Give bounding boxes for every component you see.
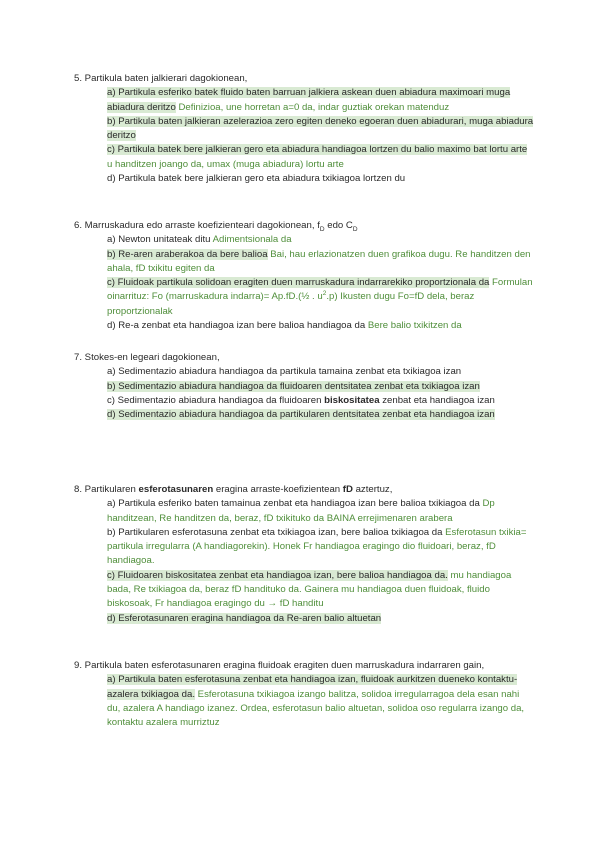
formula-superscript: 2 [322, 290, 327, 298]
option-d [107, 172, 534, 186]
answer-options [107, 365, 534, 422]
option-a [107, 233, 534, 247]
title-text: aztertuz, [355, 484, 393, 495]
option-text: b) Sedimentazio abiadura handiagoa da fluidoaren dentsitatea zenbat eta txikiagoa izan [107, 380, 480, 392]
explanation-text: Definizioa, une horretan a=0 da, indar guztiak orekan matenduz [178, 101, 450, 113]
option-text: a) Partikula baten esferotasuna zenbat eta handiagoa izan, fluidoak aurkitzen dueneko kontaktu-azalera txikiagoa da. [107, 674, 518, 700]
option-d [107, 408, 534, 422]
question-5 [74, 72, 534, 186]
bold-term: esferotasunaren [138, 484, 214, 495]
explanation-text: Bere balio txikitzen da [367, 320, 462, 332]
title-text: edo C [327, 220, 353, 231]
option-b [107, 380, 534, 394]
title-text: 6. Marruskadura edo arraste koefizienteari dagokionean, [74, 220, 315, 231]
option-text: c) Partikula batek bere jalkieran gero eta abiadura handiagoa lortzen du balio maximo bat lortu arte [107, 144, 528, 156]
option-text: b) Partikula baten jalkieran azelerazioa zero egiten deneko egoeran duen abiadurari, muga abiadura deritzo [107, 115, 534, 142]
question-title: 7. Stokes-en legeari dagokionean, [74, 352, 220, 363]
option-b [107, 526, 534, 569]
bold-term: fD [342, 484, 353, 495]
option-c [107, 569, 534, 612]
option-b [107, 115, 534, 144]
answer-options [107, 673, 534, 730]
option-text: d) Esferotasunaren eragina handiagoa da Re-aren balio altuetan [107, 612, 382, 624]
option-a [107, 673, 534, 730]
explanation-text: Esferotasuna txikiagoa izango balitza, solidoa irregularragoa dela esan nahi du, azalera A handiago izanez. Ordea, esferotasun balio altuetan, solidoa oso regularra izango da, kontaktu azalera murriztuz [107, 688, 525, 729]
title-text: 8. Partikularen [74, 484, 136, 495]
explanation-text: u handitzen joango da, umax (muga abiadura) lortu arte [107, 158, 344, 170]
title-text: eragina arraste-koefizientean [215, 484, 341, 495]
option-text: a) Sedimentazio abiadura handiagoa da partikula tamaina zenbat eta txikiagoa izan [107, 366, 462, 378]
option-text: c) Fluidoaren biskositatea zenbat eta handiagoa izan, bere balioa handiagoa da. [107, 569, 448, 581]
option-text: b) Partikularen esferotasuna zenbat eta txikiagoa izan, bere balioa txikiagoa da [107, 526, 443, 538]
question-title [74, 219, 534, 233]
question-7 [74, 351, 534, 422]
option-a [107, 497, 534, 526]
c-subscript: D [352, 225, 358, 233]
option-text: zenbat eta handiagoa izan [382, 394, 495, 406]
question-6 [74, 219, 534, 333]
option-c [107, 143, 534, 172]
answer-options [107, 86, 534, 186]
explanation-text: Bai, hau erlazionatzen duen grafikoa dugu. Re handitzen den ahala, fD txikitu egiten da [107, 248, 531, 274]
option-d [107, 612, 534, 626]
formula-part: .p) Ikusten dugu Fo=fD dela, beraz proportzionalak [107, 291, 475, 317]
answer-options [107, 233, 534, 333]
bold-term: biskositatea [324, 394, 380, 406]
option-text: a) Partikula esferiko batek fluido baten barruan jalkiera askean duen abiadura maximoari muga abiadura deritzo [107, 87, 511, 113]
f-symbol: f [317, 220, 320, 231]
question-title: 5. Partikula baten jalkierari dagokionean, [74, 73, 248, 84]
option-text: b) Re-aren araberakoa da bere balioa [107, 248, 268, 260]
explanation-text: mu handiagoa bada, Re txikiagoa da, beraz fD handituko da. Gainera mu handiagoa duen fluidoak, fluido biskosoak, Fr handiagoa eragingo du → fD handitu [107, 569, 512, 610]
option-text: a) Partikula esferiko baten tamainua zenbat eta handiagoa izan bere balioa txikiagoa da [107, 498, 480, 510]
option-a [107, 365, 534, 379]
formula-part: Formulan oinarrituz: Fo (marruskadura indarra)= Ap.fD.(½ . u [107, 277, 533, 303]
answer-options [107, 497, 534, 626]
option-text: a) Newton unitateak ditu [107, 234, 211, 246]
option-text: c) Sedimentazio abiadura handiagoa da fluidoaren [107, 394, 322, 406]
question-8 [74, 483, 534, 626]
question-9 [74, 659, 534, 730]
option-a [107, 86, 534, 115]
explanation-text: Adimentsionala da [212, 234, 292, 246]
option-text: d) Re-a zenbat eta handiagoa izan bere balioa handiagoa da [107, 320, 366, 332]
option-text: d) Sedimentazio abiadura handiagoa da partikularen dentsitatea zenbat eta handiagoa izan [107, 409, 495, 421]
f-subscript: D [319, 225, 325, 233]
option-text: c) Fluidoak partikula solidoan eragiten duen marruskadura indarrarekiko proportzionala da [107, 277, 490, 289]
option-b [107, 248, 534, 277]
question-title: 9. Partikula baten esferotasunaren eragina fluidoak eragiten duen marruskadura indarraren gain, [74, 660, 485, 671]
explanation-text: Dp handitzean, Re handitzen da, beraz, fD txikituko da BAINA errejimenaren arabera [107, 498, 495, 524]
option-c [107, 276, 534, 319]
explanation-text: Esferotasun txikia= partikula irregularra (A handiagorekin). Honek Fr handiagoa eragingo dio fluidoari, beraz, fD handiagoa. [107, 526, 527, 567]
option-c [107, 394, 534, 408]
option-d [107, 319, 534, 333]
question-title [74, 483, 534, 497]
option-text: d) Partikula batek bere jalkieran gero eta abiadura txikiagoa lortzen du [107, 173, 406, 185]
